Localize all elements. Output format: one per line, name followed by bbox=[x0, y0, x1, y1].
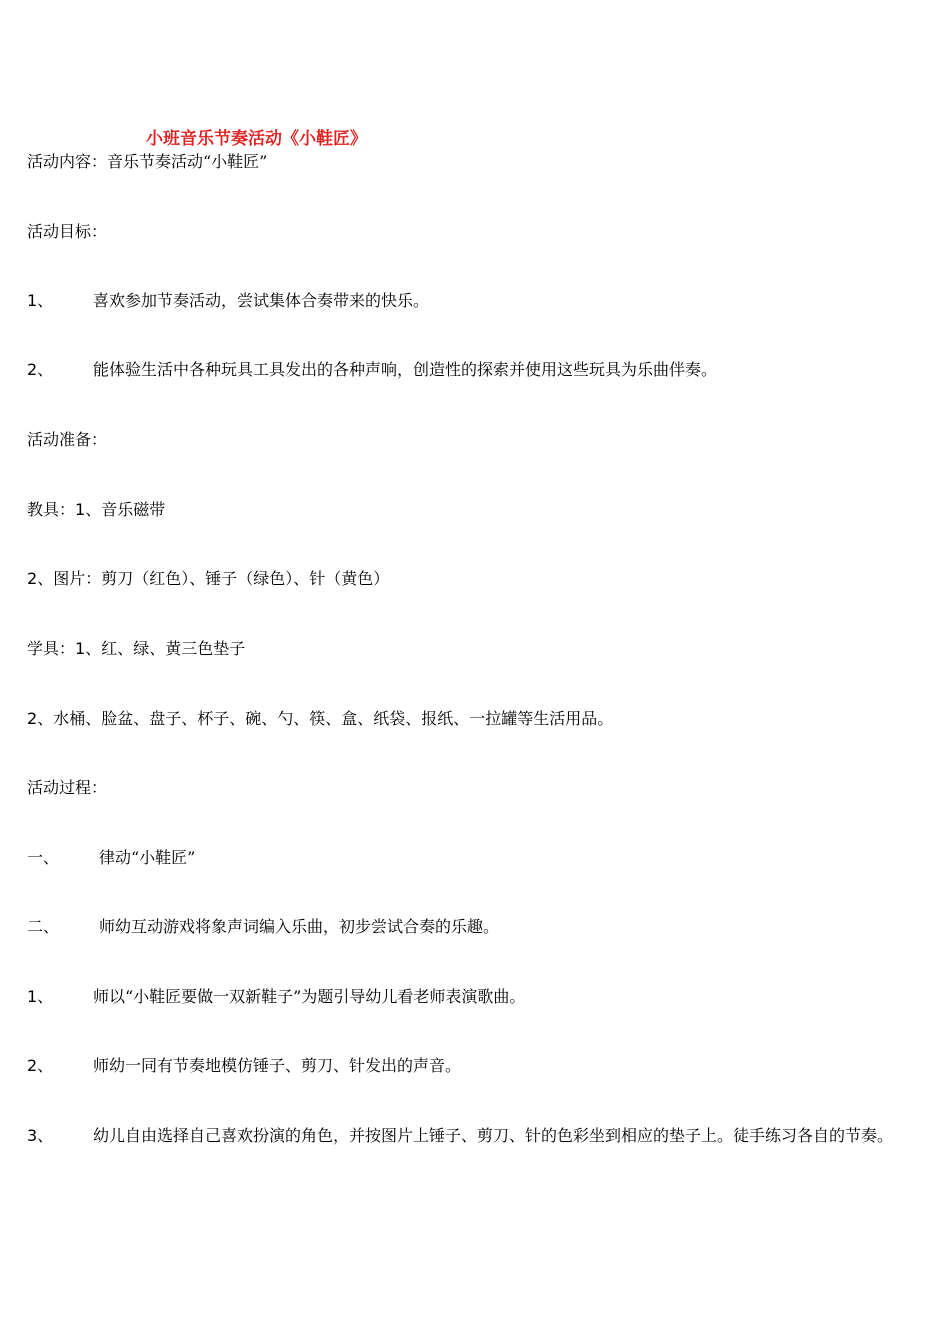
teacher-tools-number: 1 bbox=[75, 500, 86, 519]
student-tools-line-2 bbox=[27, 706, 613, 732]
teacher-tools-2-number: 2 bbox=[27, 569, 38, 588]
process-number: 一、 bbox=[27, 848, 60, 867]
student-tools-line bbox=[27, 636, 245, 662]
step-text: 幼儿自由选择自己喜欢扮演的角色，并按图片上锤子、剪刀、针的色彩坐到相应的垫子上。徒手练习各自的节奏。 bbox=[93, 1126, 894, 1145]
student-tools-number: 1 bbox=[75, 639, 86, 658]
student-tools-2-number: 2 bbox=[27, 709, 38, 728]
step-item bbox=[27, 984, 525, 1010]
document-title: 小班音乐节奏活动《小鞋匠》 bbox=[146, 129, 367, 149]
goal-number: 2、 bbox=[27, 360, 54, 379]
goal-item bbox=[27, 357, 717, 383]
step-text: 师以“小鞋匠要做一双新鞋子”为题引导幼儿看老师表演歌曲。 bbox=[93, 987, 526, 1006]
step-number: 3、 bbox=[27, 1126, 54, 1145]
step-item bbox=[27, 1120, 923, 1152]
process-item bbox=[27, 845, 195, 871]
student-tools-label: 学具： bbox=[27, 639, 76, 658]
step-number: 1、 bbox=[27, 987, 54, 1006]
teacher-tools-line bbox=[27, 497, 165, 523]
teacher-tools-line-2 bbox=[27, 566, 389, 592]
process-text: 师幼互动游戏将象声词编入乐曲，初步尝试合奏的乐趣。 bbox=[99, 917, 500, 936]
process-heading: 活动过程： bbox=[27, 778, 108, 797]
student-tools-2-text: 、水桶、脸盆、盘子、杯子、碗、勺、筷、盒、纸袋、报纸、一拉罐等生活用品。 bbox=[37, 709, 614, 728]
goal-text: 能体验生活中各种玩具工具发出的各种声响，创造性的探索并使用这些玩具为乐曲伴奏。 bbox=[93, 360, 718, 379]
goals-heading: 活动目标： bbox=[27, 222, 108, 241]
process-text: 律动“小鞋匠” bbox=[99, 848, 196, 867]
process-item bbox=[27, 914, 499, 940]
goal-text: 喜欢参加节奏活动，尝试集体合奏带来的快乐。 bbox=[93, 291, 430, 310]
step-text: 师幼一同有节奏地模仿锤子、剪刀、针发出的声音。 bbox=[93, 1056, 462, 1075]
step-item bbox=[27, 1053, 461, 1079]
prep-heading: 活动准备： bbox=[27, 430, 108, 449]
teacher-tools-label: 教具： bbox=[27, 500, 76, 519]
content-line: 活动内容：音乐节奏活动“小鞋匠” bbox=[27, 152, 268, 171]
teacher-tools-text: 、音乐磁带 bbox=[85, 500, 166, 519]
goal-item bbox=[27, 288, 429, 314]
process-number: 二、 bbox=[27, 917, 60, 936]
step-number: 2、 bbox=[27, 1056, 54, 1075]
student-tools-text: 、红、绿、黄三色垫子 bbox=[85, 639, 246, 658]
teacher-tools-2-text: 、图片：剪刀（红色）、锤子（绿色）、针（黄色） bbox=[37, 569, 390, 588]
goal-number: 1、 bbox=[27, 291, 54, 310]
